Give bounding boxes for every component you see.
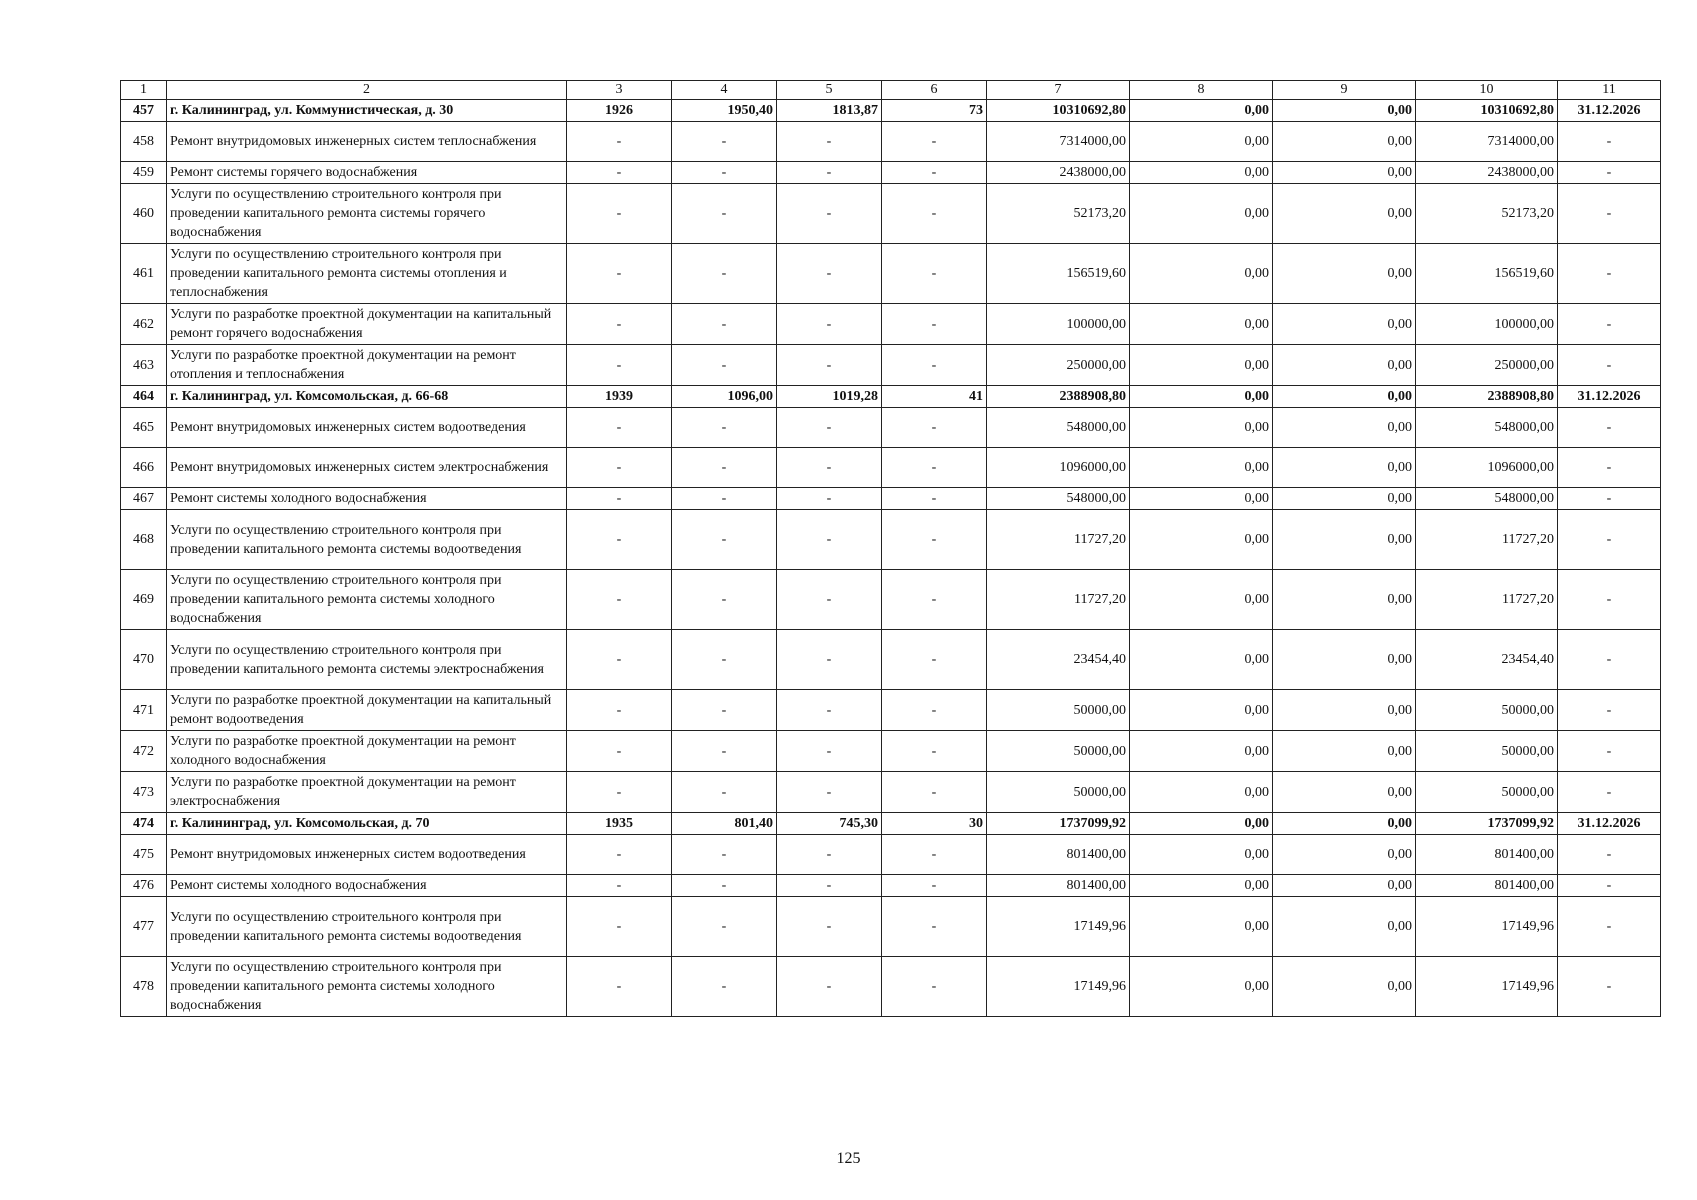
col-11: 31.12.2026 bbox=[1558, 100, 1661, 122]
col-4: - bbox=[672, 345, 777, 386]
col-8: 0,00 bbox=[1130, 875, 1273, 897]
col-6: - bbox=[882, 835, 987, 875]
col-3: - bbox=[567, 510, 672, 570]
work-description: Услуги по разработке проектной документации на капитальный ремонт водоотведения bbox=[167, 690, 567, 731]
col-3: - bbox=[567, 162, 672, 184]
work-description: Услуги по разработке проектной документации на капитальный ремонт горячего водоснабжения bbox=[167, 304, 567, 345]
col-6: - bbox=[882, 630, 987, 690]
table-row bbox=[121, 345, 1661, 386]
column-header-3: 3 bbox=[567, 81, 672, 100]
col-6: 41 bbox=[882, 386, 987, 408]
col-9: 0,00 bbox=[1273, 304, 1416, 345]
col-10: 1096000,00 bbox=[1416, 448, 1558, 488]
col-9: 0,00 bbox=[1273, 244, 1416, 304]
col-7: 50000,00 bbox=[987, 772, 1130, 813]
col-11: - bbox=[1558, 570, 1661, 630]
work-description: г. Калининград, ул. Комсомольская, д. 70 bbox=[167, 813, 567, 835]
col-7: 17149,96 bbox=[987, 897, 1130, 957]
col-9: 0,00 bbox=[1273, 162, 1416, 184]
col-4: 801,40 bbox=[672, 813, 777, 835]
col-8: 0,00 bbox=[1130, 772, 1273, 813]
col-9: 0,00 bbox=[1273, 184, 1416, 244]
col-7: 1096000,00 bbox=[987, 448, 1130, 488]
column-header-7: 7 bbox=[987, 81, 1130, 100]
col-11: - bbox=[1558, 488, 1661, 510]
col-11: - bbox=[1558, 244, 1661, 304]
col-6: - bbox=[882, 304, 987, 345]
work-description: г. Калининград, ул. Комсомольская, д. 66-68 bbox=[167, 386, 567, 408]
col-8: 0,00 bbox=[1130, 835, 1273, 875]
col-10: 50000,00 bbox=[1416, 772, 1558, 813]
col-11: - bbox=[1558, 510, 1661, 570]
work-description: Услуги по осуществлению строительного контроля при проведении капитального ремонта системы электроснабжения bbox=[167, 630, 567, 690]
row-number: 477 bbox=[121, 897, 167, 957]
col-4: - bbox=[672, 510, 777, 570]
col-3: - bbox=[567, 875, 672, 897]
col-3: - bbox=[567, 630, 672, 690]
col-3: 1926 bbox=[567, 100, 672, 122]
col-3: - bbox=[567, 408, 672, 448]
col-10: 100000,00 bbox=[1416, 304, 1558, 345]
col-6: 73 bbox=[882, 100, 987, 122]
col-7: 2438000,00 bbox=[987, 162, 1130, 184]
col-10: 1737099,92 bbox=[1416, 813, 1558, 835]
col-8: 0,00 bbox=[1130, 304, 1273, 345]
col-10: 17149,96 bbox=[1416, 957, 1558, 1017]
col-7: 801400,00 bbox=[987, 835, 1130, 875]
table-row bbox=[121, 731, 1661, 772]
col-7: 52173,20 bbox=[987, 184, 1130, 244]
col-7: 17149,96 bbox=[987, 957, 1130, 1017]
col-4: - bbox=[672, 835, 777, 875]
address-row bbox=[121, 100, 1661, 122]
col-9: 0,00 bbox=[1273, 100, 1416, 122]
column-header-8: 8 bbox=[1130, 81, 1273, 100]
col-11: - bbox=[1558, 630, 1661, 690]
row-number: 467 bbox=[121, 488, 167, 510]
row-number: 470 bbox=[121, 630, 167, 690]
col-3: - bbox=[567, 835, 672, 875]
table-row bbox=[121, 448, 1661, 488]
col-3: - bbox=[567, 244, 672, 304]
work-description: Услуги по осуществлению строительного контроля при проведении капитального ремонта системы водоотведения bbox=[167, 510, 567, 570]
col-8: 0,00 bbox=[1130, 122, 1273, 162]
table-row bbox=[121, 630, 1661, 690]
col-9: 0,00 bbox=[1273, 488, 1416, 510]
col-4: - bbox=[672, 630, 777, 690]
col-6: 30 bbox=[882, 813, 987, 835]
column-header-6: 6 bbox=[882, 81, 987, 100]
col-9: 0,00 bbox=[1273, 875, 1416, 897]
col-3: - bbox=[567, 448, 672, 488]
col-8: 0,00 bbox=[1130, 184, 1273, 244]
table-row bbox=[121, 772, 1661, 813]
table-row bbox=[121, 304, 1661, 345]
col-6: - bbox=[882, 162, 987, 184]
table-row bbox=[121, 510, 1661, 570]
work-description: г. Калининград, ул. Коммунистическая, д. 30 bbox=[167, 100, 567, 122]
col-4: - bbox=[672, 488, 777, 510]
col-8: 0,00 bbox=[1130, 386, 1273, 408]
table-row bbox=[121, 957, 1661, 1017]
col-4: - bbox=[672, 897, 777, 957]
col-11: - bbox=[1558, 772, 1661, 813]
table-row bbox=[121, 184, 1661, 244]
col-6: - bbox=[882, 408, 987, 448]
column-header-10: 10 bbox=[1416, 81, 1558, 100]
col-7: 50000,00 bbox=[987, 731, 1130, 772]
table-row bbox=[121, 162, 1661, 184]
col-3: 1939 bbox=[567, 386, 672, 408]
work-description: Ремонт системы холодного водоснабжения bbox=[167, 488, 567, 510]
col-7: 548000,00 bbox=[987, 408, 1130, 448]
work-description: Услуги по осуществлению строительного контроля при проведении капитального ремонта системы холодного водоснабжения bbox=[167, 957, 567, 1017]
column-header-11: 11 bbox=[1558, 81, 1661, 100]
col-10: 250000,00 bbox=[1416, 345, 1558, 386]
work-description: Услуги по разработке проектной документации на ремонт холодного водоснабжения bbox=[167, 731, 567, 772]
col-5: - bbox=[777, 408, 882, 448]
col-9: 0,00 bbox=[1273, 897, 1416, 957]
col-5: - bbox=[777, 488, 882, 510]
col-4: - bbox=[672, 184, 777, 244]
table-row bbox=[121, 408, 1661, 448]
col-3: - bbox=[567, 570, 672, 630]
col-5: - bbox=[777, 122, 882, 162]
row-number: 464 bbox=[121, 386, 167, 408]
work-description: Услуги по осуществлению строительного контроля при проведении капитального ремонта системы отопления и теплоснабжения bbox=[167, 244, 567, 304]
col-6: - bbox=[882, 897, 987, 957]
col-4: 1950,40 bbox=[672, 100, 777, 122]
col-9: 0,00 bbox=[1273, 772, 1416, 813]
work-description: Услуги по разработке проектной документации на ремонт электроснабжения bbox=[167, 772, 567, 813]
col-6: - bbox=[882, 448, 987, 488]
col-6: - bbox=[882, 957, 987, 1017]
col-11: - bbox=[1558, 408, 1661, 448]
table-header bbox=[121, 81, 1661, 100]
table-body bbox=[121, 100, 1661, 1017]
work-description: Услуги по осуществлению строительного контроля при проведении капитального ремонта системы холодного водоснабжения bbox=[167, 570, 567, 630]
row-number: 469 bbox=[121, 570, 167, 630]
work-description: Услуги по осуществлению строительного контроля при проведении капитального ремонта системы водоотведения bbox=[167, 897, 567, 957]
row-number: 466 bbox=[121, 448, 167, 488]
col-10: 156519,60 bbox=[1416, 244, 1558, 304]
row-number: 458 bbox=[121, 122, 167, 162]
col-11: - bbox=[1558, 875, 1661, 897]
col-4: - bbox=[672, 244, 777, 304]
col-10: 11727,20 bbox=[1416, 570, 1558, 630]
work-description: Ремонт внутридомовых инженерных систем водоотведения bbox=[167, 835, 567, 875]
col-10: 7314000,00 bbox=[1416, 122, 1558, 162]
row-number: 463 bbox=[121, 345, 167, 386]
col-10: 17149,96 bbox=[1416, 897, 1558, 957]
col-6: - bbox=[882, 570, 987, 630]
col-8: 0,00 bbox=[1130, 488, 1273, 510]
table-row bbox=[121, 570, 1661, 630]
column-header-9: 9 bbox=[1273, 81, 1416, 100]
col-10: 52173,20 bbox=[1416, 184, 1558, 244]
col-8: 0,00 bbox=[1130, 630, 1273, 690]
work-description: Ремонт системы холодного водоснабжения bbox=[167, 875, 567, 897]
col-11: - bbox=[1558, 162, 1661, 184]
col-4: - bbox=[672, 772, 777, 813]
col-7: 2388908,80 bbox=[987, 386, 1130, 408]
col-9: 0,00 bbox=[1273, 570, 1416, 630]
col-4: - bbox=[672, 122, 777, 162]
col-7: 801400,00 bbox=[987, 875, 1130, 897]
col-8: 0,00 bbox=[1130, 100, 1273, 122]
col-10: 2438000,00 bbox=[1416, 162, 1558, 184]
col-9: 0,00 bbox=[1273, 122, 1416, 162]
col-5: - bbox=[777, 162, 882, 184]
col-10: 801400,00 bbox=[1416, 835, 1558, 875]
row-number: 471 bbox=[121, 690, 167, 731]
col-3: - bbox=[567, 184, 672, 244]
col-3: - bbox=[567, 345, 672, 386]
col-5: - bbox=[777, 244, 882, 304]
col-11: - bbox=[1558, 448, 1661, 488]
col-10: 10310692,80 bbox=[1416, 100, 1558, 122]
col-9: 0,00 bbox=[1273, 448, 1416, 488]
col-10: 50000,00 bbox=[1416, 731, 1558, 772]
col-5: - bbox=[777, 184, 882, 244]
col-3: - bbox=[567, 488, 672, 510]
work-description: Ремонт системы горячего водоснабжения bbox=[167, 162, 567, 184]
table-row bbox=[121, 488, 1661, 510]
col-3: - bbox=[567, 304, 672, 345]
row-number: 459 bbox=[121, 162, 167, 184]
col-8: 0,00 bbox=[1130, 162, 1273, 184]
col-6: - bbox=[882, 244, 987, 304]
col-6: - bbox=[882, 690, 987, 731]
col-9: 0,00 bbox=[1273, 386, 1416, 408]
row-number: 457 bbox=[121, 100, 167, 122]
address-row bbox=[121, 813, 1661, 835]
col-4: - bbox=[672, 957, 777, 1017]
col-4: - bbox=[672, 162, 777, 184]
col-9: 0,00 bbox=[1273, 345, 1416, 386]
col-7: 23454,40 bbox=[987, 630, 1130, 690]
row-number: 468 bbox=[121, 510, 167, 570]
col-7: 11727,20 bbox=[987, 570, 1130, 630]
row-number: 476 bbox=[121, 875, 167, 897]
work-description: Услуги по разработке проектной документации на ремонт отопления и теплоснабжения bbox=[167, 345, 567, 386]
col-4: - bbox=[672, 448, 777, 488]
column-header-5: 5 bbox=[777, 81, 882, 100]
col-9: 0,00 bbox=[1273, 510, 1416, 570]
col-8: 0,00 bbox=[1130, 448, 1273, 488]
col-3: - bbox=[567, 957, 672, 1017]
column-header-1: 1 bbox=[121, 81, 167, 100]
col-5: - bbox=[777, 731, 882, 772]
work-description: Ремонт внутридомовых инженерных систем электроснабжения bbox=[167, 448, 567, 488]
col-9: 0,00 bbox=[1273, 731, 1416, 772]
col-8: 0,00 bbox=[1130, 570, 1273, 630]
col-6: - bbox=[882, 122, 987, 162]
col-10: 11727,20 bbox=[1416, 510, 1558, 570]
col-3: 1935 bbox=[567, 813, 672, 835]
col-8: 0,00 bbox=[1130, 345, 1273, 386]
col-5: 745,30 bbox=[777, 813, 882, 835]
col-3: - bbox=[567, 772, 672, 813]
table-row bbox=[121, 122, 1661, 162]
col-4: - bbox=[672, 875, 777, 897]
col-11: - bbox=[1558, 690, 1661, 731]
col-7: 7314000,00 bbox=[987, 122, 1130, 162]
col-11: 31.12.2026 bbox=[1558, 813, 1661, 835]
col-5: - bbox=[777, 510, 882, 570]
col-11: - bbox=[1558, 184, 1661, 244]
col-5: - bbox=[777, 875, 882, 897]
work-description: Ремонт внутридомовых инженерных систем теплоснабжения bbox=[167, 122, 567, 162]
col-8: 0,00 bbox=[1130, 897, 1273, 957]
table-row bbox=[121, 244, 1661, 304]
col-10: 801400,00 bbox=[1416, 875, 1558, 897]
table-row bbox=[121, 875, 1661, 897]
table-row bbox=[121, 690, 1661, 731]
col-9: 0,00 bbox=[1273, 408, 1416, 448]
col-11: - bbox=[1558, 731, 1661, 772]
col-8: 0,00 bbox=[1130, 244, 1273, 304]
col-11: 31.12.2026 bbox=[1558, 386, 1661, 408]
col-10: 548000,00 bbox=[1416, 488, 1558, 510]
col-7: 548000,00 bbox=[987, 488, 1130, 510]
col-5: - bbox=[777, 690, 882, 731]
col-8: 0,00 bbox=[1130, 690, 1273, 731]
table-row bbox=[121, 835, 1661, 875]
col-8: 0,00 bbox=[1130, 510, 1273, 570]
col-8: 0,00 bbox=[1130, 731, 1273, 772]
col-5: - bbox=[777, 897, 882, 957]
col-3: - bbox=[567, 122, 672, 162]
col-7: 156519,60 bbox=[987, 244, 1130, 304]
col-9: 0,00 bbox=[1273, 630, 1416, 690]
col-10: 50000,00 bbox=[1416, 690, 1558, 731]
col-6: - bbox=[882, 184, 987, 244]
col-11: - bbox=[1558, 957, 1661, 1017]
col-5: 1019,28 bbox=[777, 386, 882, 408]
col-10: 23454,40 bbox=[1416, 630, 1558, 690]
col-11: - bbox=[1558, 304, 1661, 345]
col-10: 548000,00 bbox=[1416, 408, 1558, 448]
col-7: 11727,20 bbox=[987, 510, 1130, 570]
row-number: 460 bbox=[121, 184, 167, 244]
col-6: - bbox=[882, 510, 987, 570]
col-6: - bbox=[882, 772, 987, 813]
col-11: - bbox=[1558, 345, 1661, 386]
col-11: - bbox=[1558, 835, 1661, 875]
col-4: - bbox=[672, 304, 777, 345]
col-8: 0,00 bbox=[1130, 408, 1273, 448]
row-number: 478 bbox=[121, 957, 167, 1017]
col-4: - bbox=[672, 570, 777, 630]
col-4: - bbox=[672, 690, 777, 731]
col-3: - bbox=[567, 897, 672, 957]
col-11: - bbox=[1558, 897, 1661, 957]
col-8: 0,00 bbox=[1130, 813, 1273, 835]
col-5: - bbox=[777, 630, 882, 690]
col-7: 100000,00 bbox=[987, 304, 1130, 345]
col-5: 1813,87 bbox=[777, 100, 882, 122]
col-9: 0,00 bbox=[1273, 813, 1416, 835]
address-row bbox=[121, 386, 1661, 408]
col-10: 2388908,80 bbox=[1416, 386, 1558, 408]
col-6: - bbox=[882, 731, 987, 772]
page-number: 125 bbox=[836, 1150, 861, 1167]
col-4: 1096,00 bbox=[672, 386, 777, 408]
col-5: - bbox=[777, 448, 882, 488]
col-3: - bbox=[567, 731, 672, 772]
col-3: - bbox=[567, 690, 672, 731]
column-number-row bbox=[121, 81, 1661, 100]
col-8: 0,00 bbox=[1130, 957, 1273, 1017]
col-4: - bbox=[672, 731, 777, 772]
col-5: - bbox=[777, 772, 882, 813]
col-5: - bbox=[777, 835, 882, 875]
work-description: Услуги по осуществлению строительного контроля при проведении капитального ремонта системы горячего водоснабжения bbox=[167, 184, 567, 244]
work-description: Ремонт внутридомовых инженерных систем водоотведения bbox=[167, 408, 567, 448]
row-number: 474 bbox=[121, 813, 167, 835]
col-5: - bbox=[777, 957, 882, 1017]
column-header-4: 4 bbox=[672, 81, 777, 100]
col-6: - bbox=[882, 875, 987, 897]
col-7: 10310692,80 bbox=[987, 100, 1130, 122]
col-7: 1737099,92 bbox=[987, 813, 1130, 835]
col-5: - bbox=[777, 304, 882, 345]
col-6: - bbox=[882, 488, 987, 510]
col-6: - bbox=[882, 345, 987, 386]
row-number: 472 bbox=[121, 731, 167, 772]
col-9: 0,00 bbox=[1273, 690, 1416, 731]
row-number: 475 bbox=[121, 835, 167, 875]
table-row bbox=[121, 897, 1661, 957]
row-number: 473 bbox=[121, 772, 167, 813]
col-9: 0,00 bbox=[1273, 957, 1416, 1017]
col-5: - bbox=[777, 345, 882, 386]
row-number: 462 bbox=[121, 304, 167, 345]
col-9: 0,00 bbox=[1273, 835, 1416, 875]
row-number: 461 bbox=[121, 244, 167, 304]
col-11: - bbox=[1558, 122, 1661, 162]
row-number: 465 bbox=[121, 408, 167, 448]
column-header-2: 2 bbox=[167, 81, 567, 100]
col-7: 50000,00 bbox=[987, 690, 1130, 731]
capital-repair-table bbox=[120, 80, 1661, 1017]
col-5: - bbox=[777, 570, 882, 630]
col-7: 250000,00 bbox=[987, 345, 1130, 386]
col-4: - bbox=[672, 408, 777, 448]
